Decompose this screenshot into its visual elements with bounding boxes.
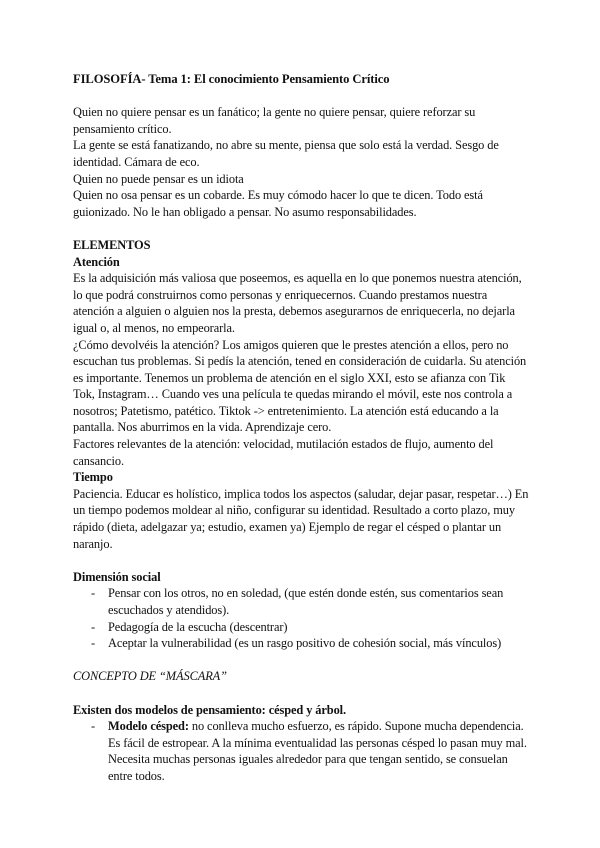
document-title: FILOSOFÍA- Tema 1: El conocimiento Pensamiento Crítico (73, 72, 390, 86)
text-line: Quien no puede pensar es un idiota (73, 171, 244, 186)
text-line: Quien no quiere pensar es un fanático; la gente no quiere pensar, quiere reforzar su (73, 105, 476, 120)
modelos-list (73, 718, 543, 784)
modelo-cesped-label: Modelo césped: (108, 719, 189, 734)
text-fragment: no conlleva mucho esfuerzo, es rápido. Supone mucha dependencia. (188, 719, 524, 734)
spacer (73, 685, 543, 702)
spacer (73, 220, 543, 237)
text-line: La gente se está fanatizando, no abre su mente, piensa que solo está la verdad. Sesgo de (73, 138, 499, 153)
text-line: pantalla. Nos aburrimos en la vida. Aprendizaje cero. (73, 420, 332, 435)
bullet-dash-icon: - (91, 586, 96, 601)
intro-section (73, 104, 543, 220)
bullet-dash-icon: - (91, 636, 96, 651)
atencion-heading: Atención (73, 254, 120, 269)
text-line: nosotros; Patetismo, patético. Tiktok -> entretenimiento. La atención está educando a la (73, 403, 499, 418)
text-line: Tok, Instagram… Cuando ves una película te quedas mirando el móvil, este nos controla a (73, 387, 513, 402)
dimension-social-list (73, 585, 543, 651)
tiempo-heading: Tiempo (73, 470, 113, 485)
text-line: Pensar con los otros, no en soledad, (que estén donde estén, sus comentarios sean (108, 586, 504, 601)
spacer (73, 552, 543, 569)
list-item (73, 635, 543, 652)
text-line: un tiempo podemos moldear al niño, configurar su identidad. Resultado a corto plazo, muy (73, 503, 515, 518)
document-page (73, 71, 543, 785)
bullet-dash-icon: - (91, 719, 96, 734)
text-line: identidad. Cámara de eco. (73, 154, 200, 169)
bullet-dash-icon: - (91, 619, 96, 634)
dimension-social-heading: Dimensión social (73, 569, 161, 584)
tiempo-section (73, 486, 543, 552)
text-line (108, 718, 543, 735)
text-line: escuchados y atendidos). (108, 603, 230, 617)
text-line: Es fácil de estropear. A la mínima eventualidad las personas césped lo pasan muy mal. (108, 735, 527, 750)
text-line: Pedagogía de la escucha (descentrar) (108, 619, 288, 634)
text-line: Es la adquisición más valiosa que poseemos, es aquella en lo que ponemos nuestra atención, (73, 271, 522, 286)
text-line: naranjo. (73, 536, 113, 551)
text-line: Necesita muchas personas iguales alrededor para que tengan sentido, se consuelan (108, 752, 508, 767)
text-line: igual o, al menos, no empeorarla. (73, 320, 235, 335)
text-line: pensamiento crítico. (73, 121, 172, 136)
text-line: cansancio. (73, 453, 124, 468)
list-item (73, 718, 543, 784)
modelos-heading: Existen dos modelos de pensamiento: césped y árbol. (73, 702, 347, 717)
text-line: lo que podrá construirnos como personas y enriquecernos. Cuando prestamos nuestra (73, 287, 488, 302)
text-line: Quien no osa pensar es un cobarde. Es muy cómodo hacer lo que te dicen. Todo está (73, 188, 483, 203)
text-line: ¿Cómo devolvéis la atención? Los amigos quieren que le prestes atención a ellos, pero no (73, 337, 509, 352)
text-line: Factores relevantes de la atención: velocidad, mutilación estados de flujo, aumento del (73, 437, 494, 452)
text-line: Paciencia. Educar es holístico, implica todos los aspectos (saludar, dejar pasar, respetar…) En (73, 486, 529, 501)
atencion-section (73, 270, 543, 469)
list-item (73, 585, 543, 618)
text-line: rápido (dieta, adelgazar ya; estudio, examen ya) Ejemplo de regar el césped o plantar un (73, 520, 502, 535)
elementos-heading: ELEMENTOS (73, 237, 151, 252)
text-line: guionizado. No le han obligado a pensar. No asumo responsabilidades. (73, 204, 417, 219)
text-line: escuchan tus problemas. Si pedís la atención, tened en consideración de cuidarla. Su atención (73, 354, 527, 369)
text-line: atención a alguien o alguien nos la presta, debemos asegurarnos de enriquecerla, no dejarla (73, 304, 515, 319)
mascara-heading: CONCEPTO DE “MÁSCARA” (73, 669, 227, 684)
spacer (73, 652, 543, 669)
text-line: es importante. Tenemos un problema de atención en el siglo XXI, esto se afianza con Tik (73, 370, 506, 385)
text-line: Aceptar la vulnerabilidad (es un rasgo positivo de cohesión social, más vínculos) (108, 636, 502, 651)
list-item (73, 619, 543, 636)
text-line: entre todos. (108, 768, 165, 783)
